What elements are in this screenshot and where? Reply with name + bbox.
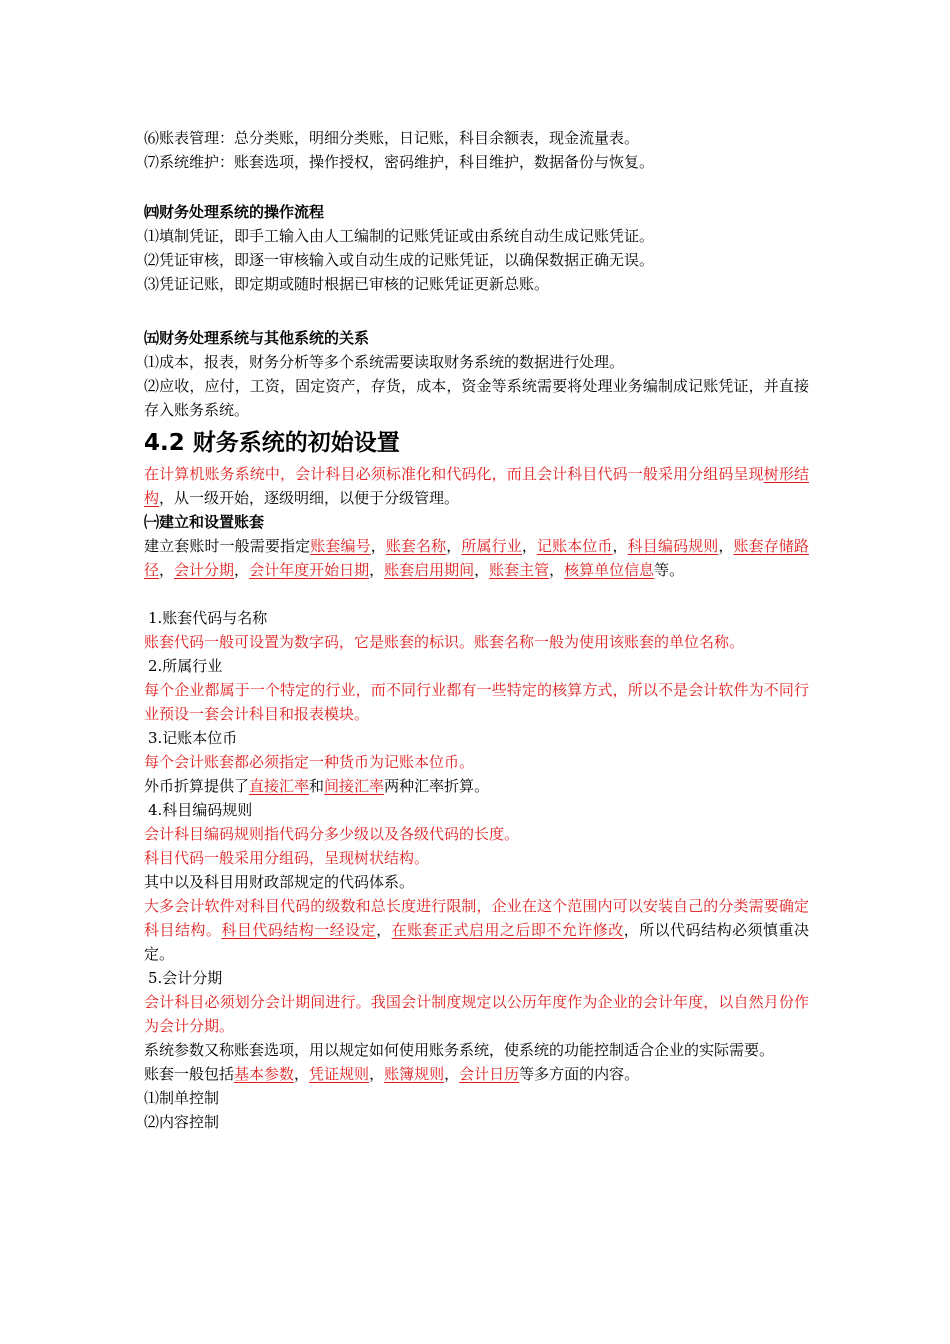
item-text: 每个企业都属于一个特定的行业，而不同行业都有一些特定的核算方式，所以不是会计软件为不同行业预设一套会计科目和报表模块。 — [144, 681, 809, 723]
text-span: 和 — [309, 777, 325, 795]
item-title: 3.记账本位币 — [148, 729, 238, 747]
item-text: 系统参数又称账套选项，用以规定如何使用账务系统，使系统的功能控制适合企业的实际需要。 — [144, 1041, 775, 1059]
item-text: 每个会计账套都必须指定一种货币为记账本位币。 — [144, 753, 475, 771]
separator: ， — [444, 1065, 460, 1083]
setup-paragraph — [144, 534, 809, 582]
section-heading: ㈤财务处理系统与其他系统的关系 — [144, 329, 370, 347]
item-text: 其中以及科目用财政部规定的代码体系。 — [144, 873, 415, 891]
term-link: 账套名称 — [385, 537, 447, 555]
option-items — [234, 1065, 519, 1083]
term-link: 间接汇率 — [324, 777, 385, 795]
separator: ， — [446, 537, 462, 555]
chapter-heading: 4.2 财务系统的初始设置 — [144, 430, 400, 456]
text-span: ，所以代码结构必须慎重决定。 — [144, 921, 809, 963]
item-text: 账套代码一般可设置为数字码，它是账套的标识。账套名称一般为使用该账套的单位名称。 — [144, 633, 745, 651]
text-span: 两种汇率折算。 — [384, 777, 490, 795]
term-link: 账簿规则 — [384, 1065, 445, 1083]
term-link: 记账本位币 — [536, 537, 613, 555]
item-title: 1.账套代码与名称 — [148, 609, 268, 627]
item-title: 5.会计分期 — [148, 969, 223, 987]
separator: ， — [369, 561, 385, 579]
separator: ， — [474, 561, 490, 579]
text-line: ⑺系统维护：账套选项，操作授权，密码维护，科目维护，数据备份与恢复。 — [144, 153, 655, 171]
item-text: 会计科目必须划分会计期间进行。我国会计制度规定以公历年度作为企业的会计年度，以自然月份作为会计分期。 — [144, 993, 809, 1035]
term-link: 在账套正式启用之后即不允许修改 — [391, 921, 624, 939]
item-text — [144, 774, 809, 798]
term-link: 会计年度开始日期 — [249, 561, 370, 579]
document-body — [144, 126, 809, 1134]
term-link: 会计日历 — [459, 1065, 520, 1083]
text-span: ， — [376, 921, 392, 939]
separator: ， — [718, 537, 734, 555]
separator: ， — [294, 1065, 310, 1083]
subsection-heading: ㈠建立和设置账套 — [144, 513, 265, 531]
term-link: 核算单位信息 — [564, 561, 655, 579]
term-link: 科目代码结构一经设定 — [221, 921, 377, 939]
section-heading: ㈣财务处理系统的操作流程 — [144, 203, 325, 221]
text-line: ⑴成本，报表，财务分析等多个系统需要读取财务系统的数据进行处理。 — [144, 353, 625, 371]
term-link: 所属行业 — [461, 537, 522, 555]
separator: ， — [370, 537, 386, 555]
separator: ， — [521, 537, 537, 555]
separator: ， — [369, 1065, 385, 1083]
text-line: ⑴填制凭证，即手工输入由人工编制的记账凭证或由系统自动生成记账凭证。 — [144, 227, 655, 245]
term-link: 账套编号 — [310, 537, 371, 555]
text-span: 大多会计软件对科目代码的级数和总长度进行限制，企业在这个范围内可以安装自己的分类需要确定科目结构。 — [144, 897, 809, 939]
term-link: 凭证规则 — [309, 1065, 370, 1083]
item-text — [144, 1062, 809, 1086]
setup-suffix: 等。 — [654, 561, 685, 579]
text-line: ⑵应收，应付，工资，固定资产，存货，成本，资金等系统需要将处理业务编制成记账凭证，并直接存入账务系统。 — [144, 377, 809, 419]
term-link: 账套主管 — [489, 561, 550, 579]
separator: ， — [234, 561, 250, 579]
intro-text: 在计算机账务系统中，会计科目必须标准化和代码化，而且会计科目代码一般采用分组码呈现 — [144, 465, 764, 483]
item-title: 2.所属行业 — [148, 657, 223, 675]
list-item: ⑵内容控制 — [144, 1113, 220, 1131]
text-line: ⑶凭证记账，即定期或随时根据已审核的记账凭证更新总账。 — [144, 275, 550, 293]
text-line: ⑵凭证审核，即逐一审核输入或自动生成的记账凭证，以确保数据正确无误。 — [144, 251, 655, 269]
text-span: 账套一般包括 — [144, 1065, 235, 1083]
text-span: 等多方面的内容。 — [519, 1065, 640, 1083]
term-link: 账套启用期间 — [384, 561, 475, 579]
item-title: 4.科目编码规则 — [148, 801, 253, 819]
setup-prefix: 建立套账时一般需要指定 — [144, 537, 311, 555]
term-link: 会计分期 — [174, 561, 235, 579]
intro-paragraph — [144, 462, 809, 510]
text-line: ⑹账表管理：总分类账，明细分类账，日记账，科目余额表，现金流量表。 — [144, 129, 640, 147]
term-link: 科目编码规则 — [627, 537, 719, 555]
term-link: 树形结构 — [144, 465, 809, 507]
list-item: ⑴制单控制 — [144, 1089, 220, 1107]
item-text: 科目代码一般采用分组码，呈现树状结构。 — [144, 849, 430, 867]
term-link: 基本参数 — [234, 1065, 295, 1083]
text-span: 外币折算提供了 — [144, 777, 250, 795]
intro-text: ，从一级开始，逐级明细，以便于分级管理。 — [159, 489, 460, 507]
term-link: 账套存储路径 — [144, 537, 809, 579]
separator: ， — [612, 537, 628, 555]
term-link: 直接汇率 — [249, 777, 310, 795]
item-text: 会计科目编码规则指代码分多少级以及各级代码的长度。 — [144, 825, 520, 843]
separator: ， — [159, 561, 175, 579]
separator: ， — [549, 561, 565, 579]
item-text — [144, 894, 809, 966]
